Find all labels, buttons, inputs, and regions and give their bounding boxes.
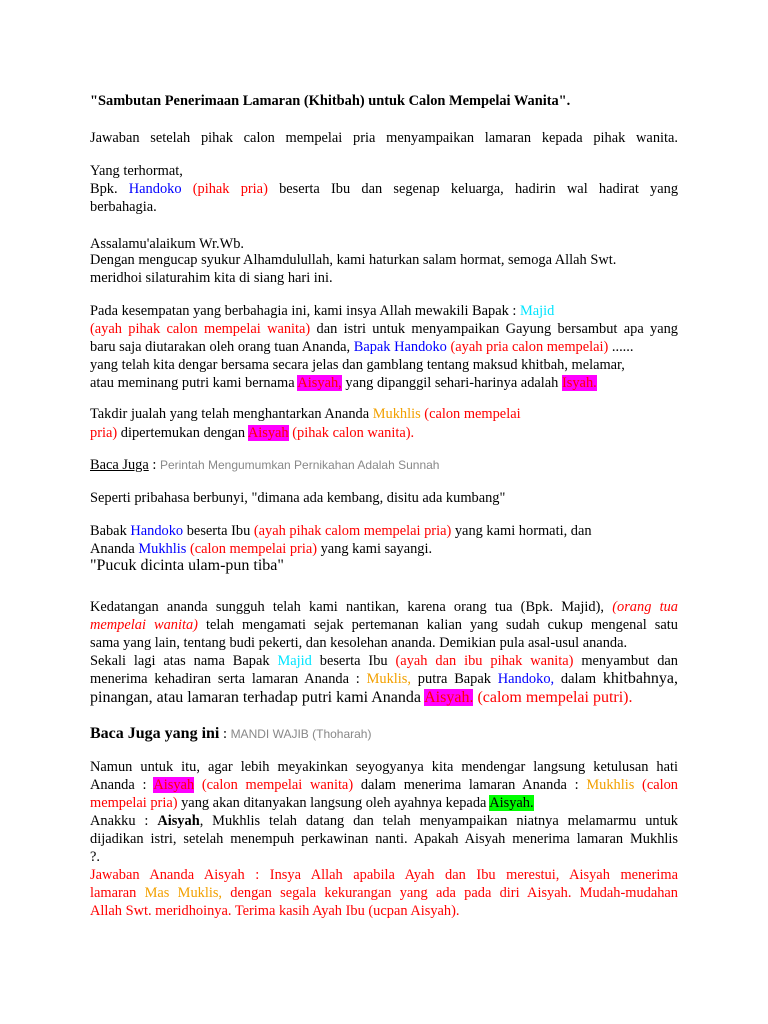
p5-line-1: Namun untuk itu, agar lebih meyakinkan seyogyanya kita mendengar langsung ketulusan hati <box>90 759 678 775</box>
p4-line-6: pinangan, atau lamaran terhadap putri kami Ananda Aisyah. (calom mempelai putri). <box>90 689 633 706</box>
page-title: "Sambutan Penerimaan Lamaran (Khitbah) untuk Calon Mempelai Wanita". <box>90 93 571 109</box>
salam-line-3: meridhoi silaturahim kita di siang hari ini. <box>90 270 333 286</box>
p1-line-5: atau meminang putri kami bernama Aisyah, yang dipanggil sehari-harinya adalah Isyah. <box>90 375 597 391</box>
p1-line-3: baru saja diutarakan oleh orang tuan Ananda, Bapak Handoko (ayah pria calon mempelai) ...... <box>90 339 634 355</box>
p6-line-2: lamaran Mas Muklis, dengan segala kekurangan yang ada pada diri Aisyah. Mudah-mudahan <box>90 885 678 901</box>
greeting-line-3: berbahagia. <box>90 199 157 215</box>
p4-line-4: Sekali lagi atas nama Bapak Majid beserta Ibu (ayah dan ibu pihak wanita) menyambut dan <box>90 653 678 669</box>
baca-juga-2: Baca Juga yang ini : MANDI WAJIB (Thoharah) <box>90 725 372 742</box>
p3-line-2: Ananda Mukhlis (calon mempelai pria) yang kami sayangi. <box>90 541 433 557</box>
intro-line: Jawaban setelah pihak calon mempelai pria menyampaikan lamaran kepada pihak wanita. <box>90 130 678 146</box>
p1-line-1: Pada kesempatan yang berbahagia ini, kami insya Allah mewakili Bapak : Majid <box>90 303 555 319</box>
baca-juga-label: Baca Juga <box>90 457 149 473</box>
p1-line-2: (ayah pihak calon mempelai wanita) dan istri untuk menyampaikan Gayung bersambut apa yang <box>90 321 678 337</box>
p3-line-1: Babak Handoko beserta Ibu (ayah pihak calom mempelai pria) yang kami hormati, dan <box>90 523 592 539</box>
p5-line-2: Ananda : Aisyah (calon mempelai wanita) dalam menerima lamaran Ananda : Mukhlis (calon <box>90 777 679 793</box>
baca-juga-link[interactable]: Perintah Mengumumkan Pernikahan Adalah Sunnah <box>159 458 440 472</box>
p6-line-1: Jawaban Ananda Aisyah : Insya Allah apabila Ayah dan Ibu merestui, Aisyah menerima <box>90 867 678 883</box>
p5-line-6: ?. <box>90 849 100 865</box>
salam-line-2: Dengan mengucap syukur Alhamdulullah, kami haturkan salam hormat, semoga Allah Swt. <box>90 252 617 268</box>
p5-line-5: dijadikan istri, setelah menempuh perkawinan nanti. Apakah Aisyah menerima lamaran Mukhlis <box>90 831 678 847</box>
p5-line-4: Anakku : Aisyah, Mukhlis telah datang dan telah menyampaikan niatnya melamarmu untuk <box>90 813 678 829</box>
greeting-line-1: Yang terhormat, <box>90 163 183 179</box>
baca-juga-1: Baca Juga : Perintah Mengumumkan Pernikahan Adalah Sunnah <box>90 457 440 473</box>
name-majid: Majid <box>520 303 555 319</box>
pribahasa-line: Seperti pribahasa berbunyi, "dimana ada kembang, disitu ada kumbang" <box>90 490 506 506</box>
p1-line-4: yang telah kita dengar bersama secara jelas dan gamblang tentang maksud khitbah, melamar, <box>90 357 625 373</box>
pucuk-quote: "Pucuk dicinta ulam-pun tiba" <box>90 557 284 574</box>
greeting-line-2: Bpk. Handoko (pihak pria) beserta Ibu dan segenap keluarga, hadirin wal hadirat yang <box>90 181 679 197</box>
name-handoko: Handoko <box>128 181 182 197</box>
name-aisyah-highlight: Aisyah, <box>297 375 342 391</box>
p4-line-2: mempelai wanita) telah mengamati sejak pertemanan kalian yang sudah cukup mengenal satu <box>90 617 678 633</box>
p4-line-1: Kedatangan ananda sungguh telah kami nantikan, karena orang tua (Bpk. Majid), (orang tua <box>90 599 678 615</box>
p4-line-5: menerima kehadiran serta lamaran Ananda : Muklis, putra Bapak Handoko, dalam khitbahnya, <box>90 670 679 687</box>
p2-line-1: Takdir jualah yang telah menghantarkan Ananda Mukhlis (calon mempelai <box>90 406 521 422</box>
name-isyah-highlight: Isyah. <box>561 375 597 391</box>
p6-line-3: Allah Swt. meridhoinya. Terima kasih Ayah Ibu (ucpan Aisyah). <box>90 903 460 919</box>
baca-juga-2-link[interactable]: MANDI WAJIB (Thoharah) <box>230 727 372 741</box>
baca-juga-2-label: Baca Juga yang ini <box>90 725 220 742</box>
p4-line-3: sama yang lain, tentang budi pekerti, dan kesolehan ananda. Demikian pula asal-usul ananda. <box>90 635 628 651</box>
p5-line-3: mempelai pria) yang akan ditanyakan langsung oleh ayahnya kepada Aisyah. <box>90 795 534 811</box>
salam-line-1: Assalamu'alaikum Wr.Wb. <box>90 236 245 252</box>
p2-line-2: pria) dipertemukan dengan Aisyah (pihak calon wanita). <box>90 425 415 441</box>
